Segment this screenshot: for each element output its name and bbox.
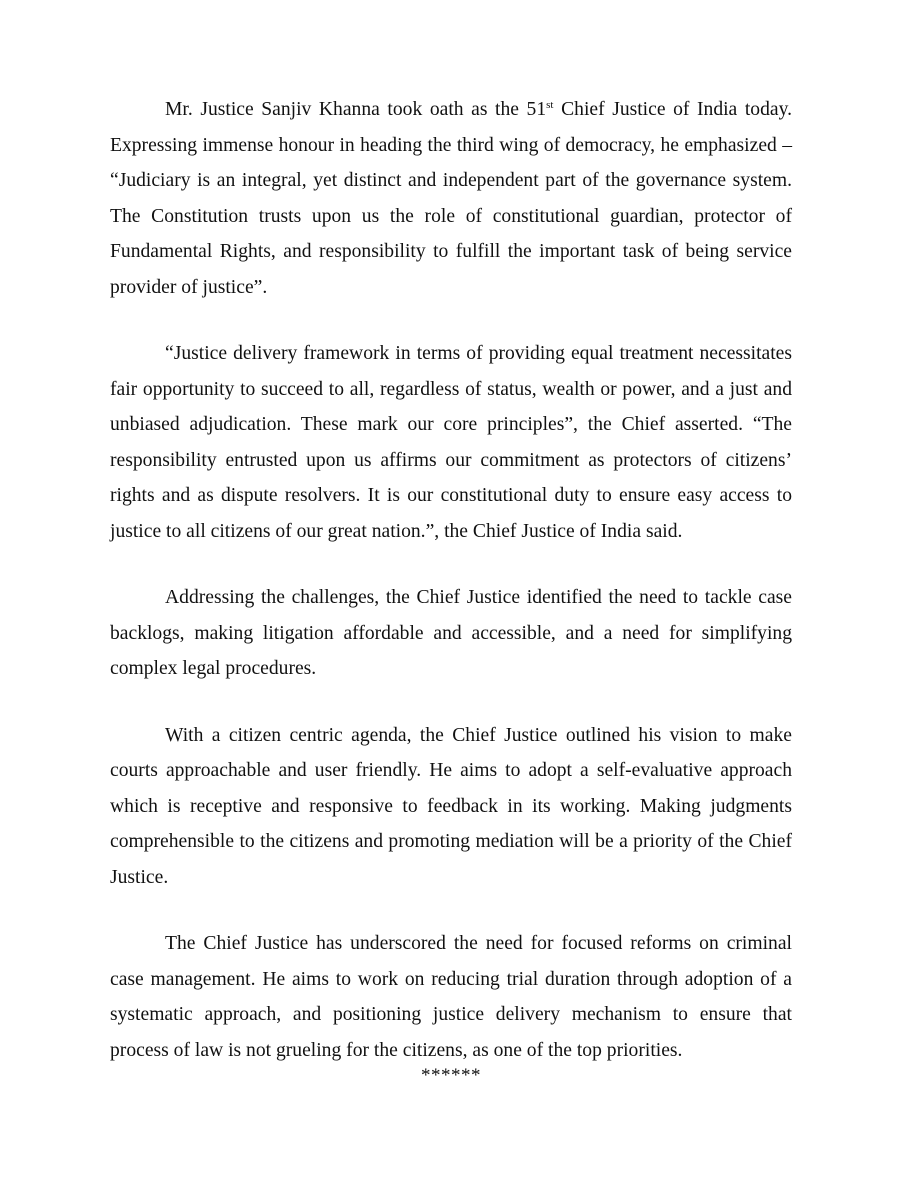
paragraph-citizen-agenda: With a citizen centric agenda, the Chief Justice outlined his vision to make courts approachable and user friendly. He aims to adopt a self-evaluative approach which is receptive and responsive to feedback in its working. Making judgments comprehensible to the citizens and promoting mediation will be a priority of the Chief Justice.	[110, 724, 792, 888]
paragraph-criminal-reforms: The Chief Justice has underscored the need for focused reforms on criminal case management. He aims to work on reducing trial duration through adoption of a systematic approach, and positioning justice delivery mechanism to ensure that process of law is not grueling for the citizens, as one of the top priorities.	[110, 933, 792, 1061]
paragraph-challenges: Addressing the challenges, the Chief Justice identified the need to tackle case backlogs, making litigation affordable and accessible, and a need for simplifying complex legal procedures.	[110, 587, 792, 679]
document-page	[110, 92, 792, 1088]
paragraph-oath-text-end: Chief Justice of India today. Expressing immense honour in heading the third wing of democracy, he emphasized – “Judiciary is an integral, yet distinct and independent part of the governance system. The Constitution trusts upon us the role of constitutional guardian, protector of Fundamental Rights, and responsibility to fulfill the important task of being service provider of justice”.	[110, 99, 792, 298]
paragraph-oath-text-start: Mr. Justice Sanjiv Khanna took oath as the 51	[165, 99, 547, 120]
ordinal-superscript: st	[546, 99, 554, 111]
end-of-document-mark: ******	[421, 1065, 481, 1086]
paragraph-oath	[110, 92, 792, 305]
paragraph-justice-delivery: “Justice delivery framework in terms of providing equal treatment necessitates fair opportunity to succeed to all, regardless of status, wealth or power, and a just and unbiased adjudication. These mark our core principles”, the Chief asserted. “The responsibility entrusted upon us affirms our commitment as protectors of citizens’ rights and as dispute resolvers. It is our constitutional duty to ensure easy access to justice to all citizens of our great nation.”, the Chief Justice of India said.	[110, 343, 792, 542]
